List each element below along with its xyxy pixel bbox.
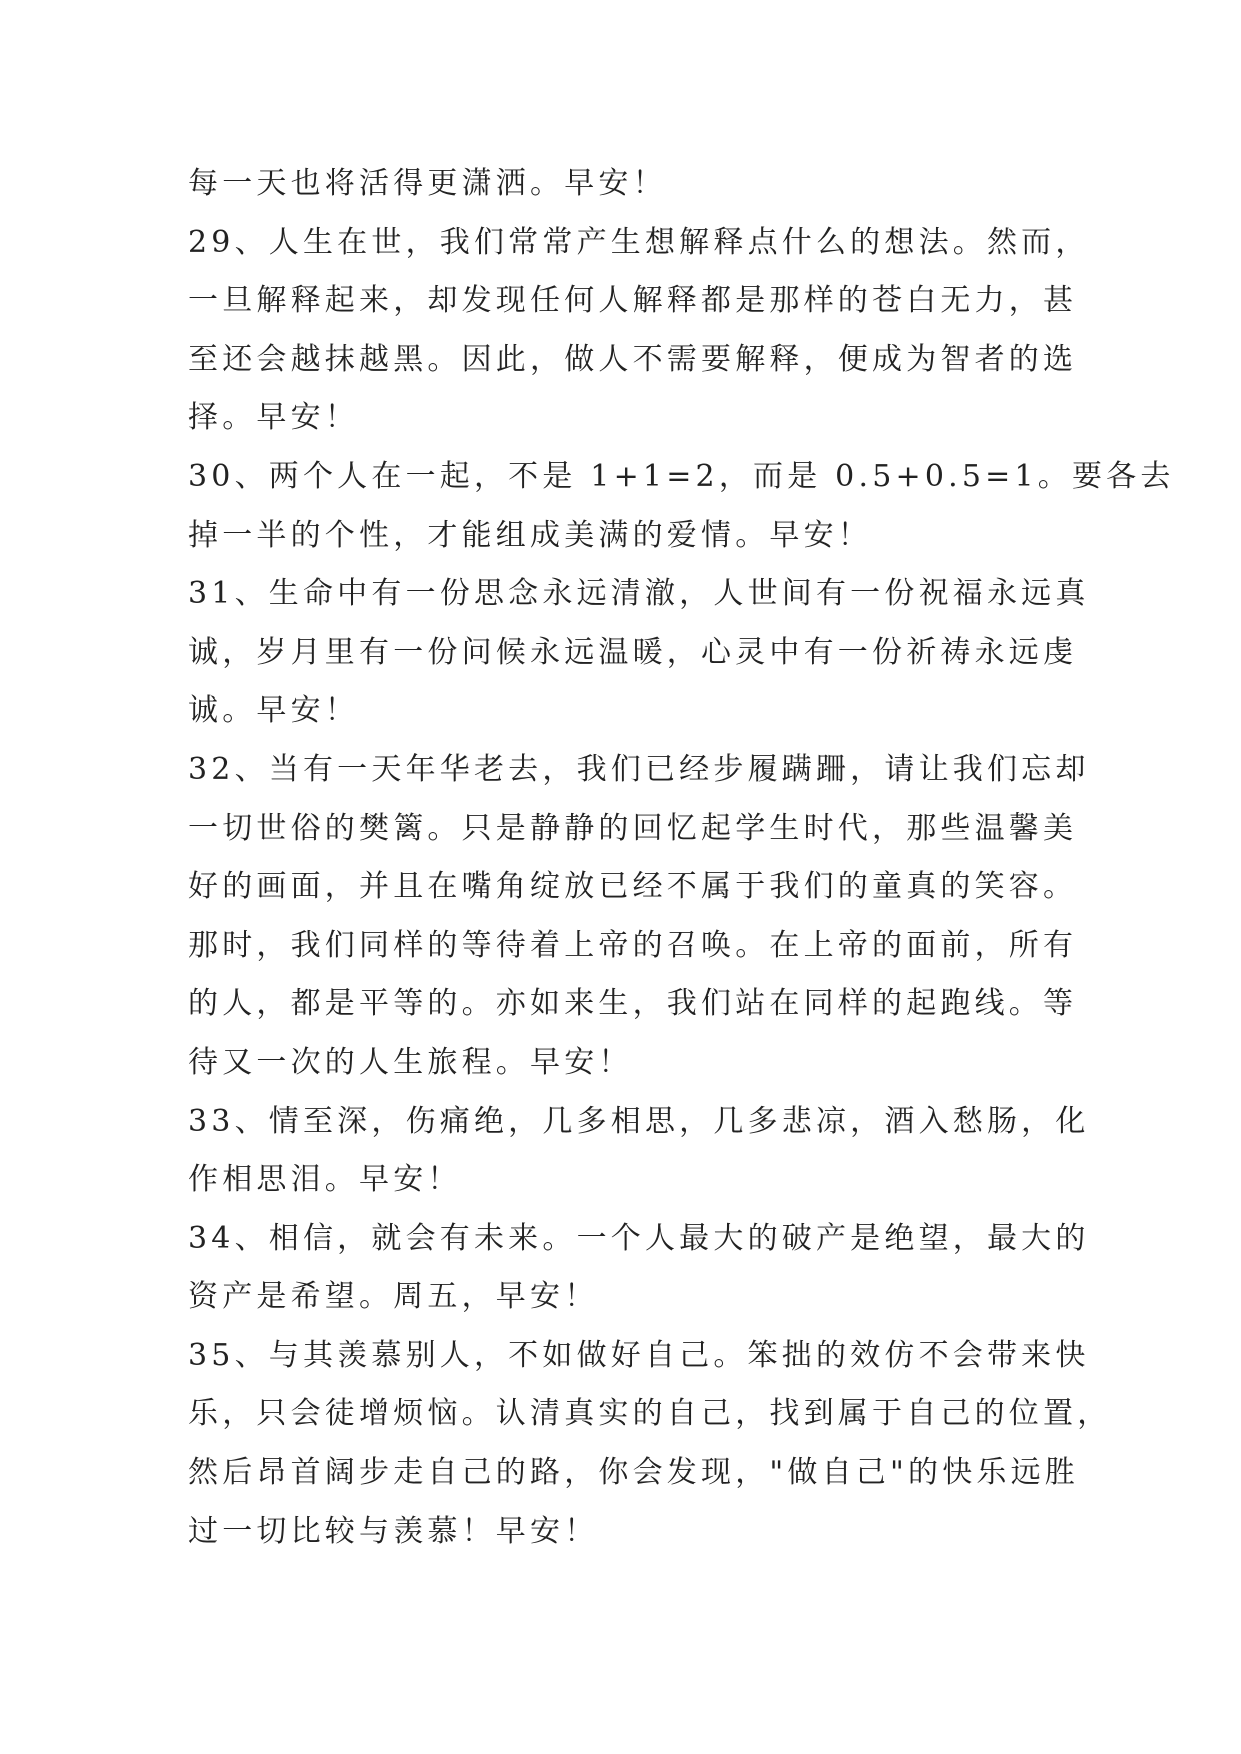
text-line: 至还会越抹越黑。因此，做人不需要解释，便成为智者的选 [188,341,1078,377]
text-line: 然后昂首阔步走自己的路，你会发现，"做自己"的快乐远胜 [188,1455,1079,1491]
text-line: 作相思泪。早安！ [188,1162,462,1198]
text-line: 掉一半的个性，才能组成美满的爱情。早安！ [188,517,872,553]
text-line: 的人，都是平等的。亦如来生，我们站在同样的起跑线。等 [188,986,1078,1022]
text-line: 择。早安！ [188,400,359,436]
text-line: 好的画面，并且在嘴角绽放已经不属于我们的童真的笑容。 [188,869,1078,905]
text-line: 一旦解释起来，却发现任何人解释都是那样的苍白无力，甚 [188,283,1078,319]
text-line: 资产是希望。周五，早安！ [188,1279,599,1315]
text-line: 33、情至深，伤痛绝，几多相思，几多悲凉，酒入愁肠，化 [188,1103,1090,1139]
text-line: 过一切比较与羡慕！早安！ [188,1513,599,1549]
text-line: 诚，岁月里有一份问候永远温暖，心灵中有一份祈祷永远虔 [188,634,1078,670]
document-text [188,155,1175,1561]
text-line: 每一天也将活得更潇洒。早安！ [188,166,667,201]
text-line: 一切世俗的樊篱。只是静静的回忆起学生时代，那些温馨美 [188,810,1078,846]
text-line: 29、人生在世，我们常常产生想解释点什么的想法。然而， [188,224,1090,260]
text-line: 34、相信，就会有未来。一个人最大的破产是绝望，最大的 [188,1220,1090,1256]
text-line: 32、当有一天年华老去，我们已经步履蹒跚，请让我们忘却 [188,751,1090,787]
text-line: 待又一次的人生旅程。早安！ [188,1044,633,1080]
text-line: 30、两个人在一起，不是 1+1=2，而是 0.5+0.5=1。要各去 [188,458,1175,494]
text-line: 诚。早安！ [188,693,359,729]
text-line: 31、生命中有一份思念永远清澈，人世间有一份祝福永远真 [188,576,1090,612]
text-line: 那时，我们同样的等待着上帝的召唤。在上帝的面前，所有 [188,927,1078,963]
text-line: 乐，只会徒增烦恼。认清真实的自己，找到属于自己的位置， [188,1396,1112,1432]
text-line: 35、与其羡慕别人，不如做好自己。笨拙的效仿不会带来快 [188,1337,1090,1373]
